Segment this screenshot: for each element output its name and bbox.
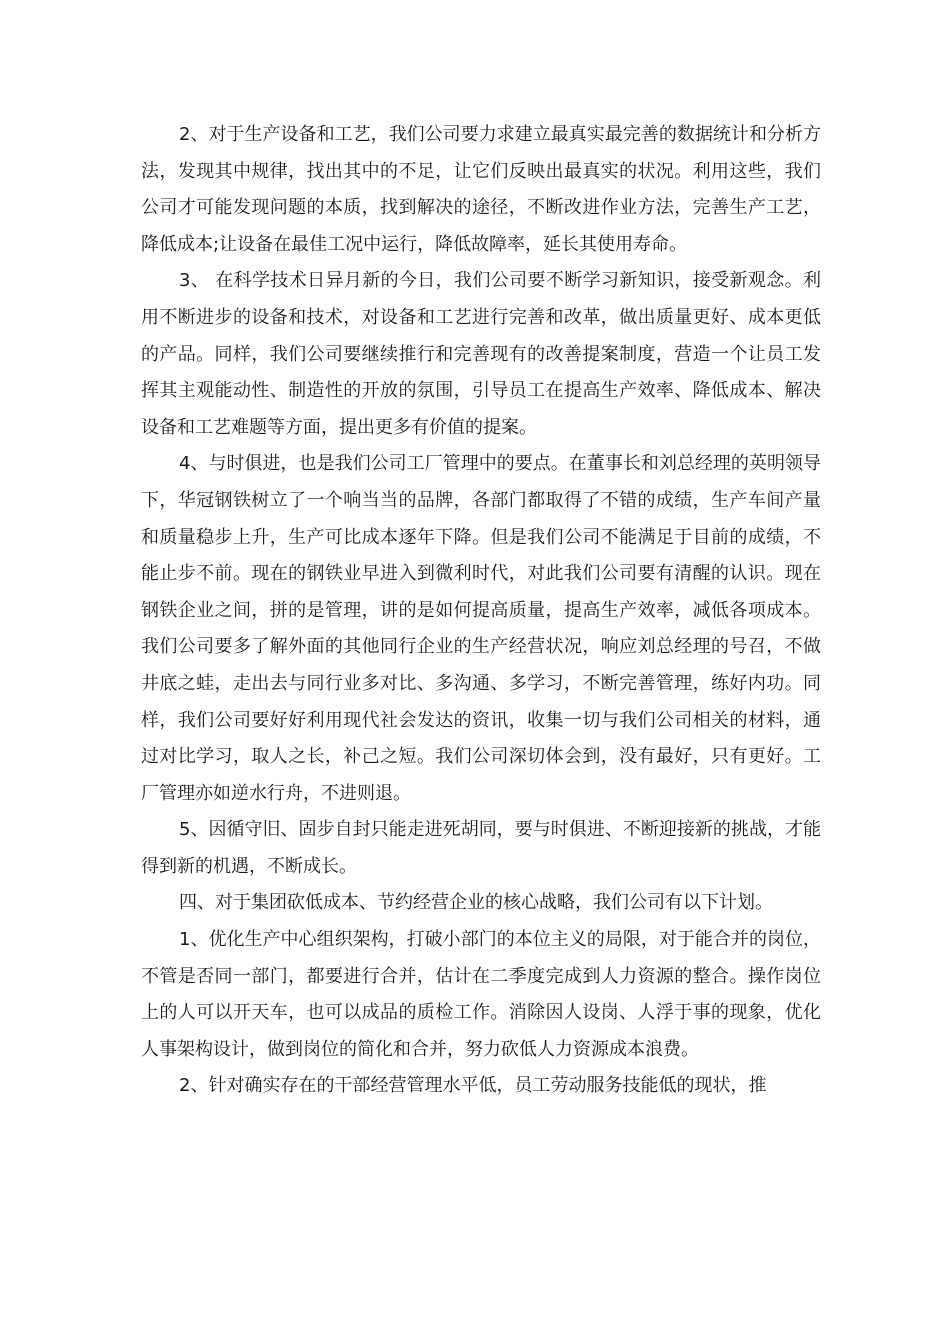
paragraph-new-challenges: 5、因循守旧、固步自封只能走进死胡同，要与时俱进、不断迎接新的挑战，才能得到新的机遇，不断成长。 [141, 819, 821, 877]
paragraph-technology-learning: 3、 在科学技术日异月新的今日，我们公司要不断学习新知识，接受新观念。利用不断进步的设备和技术，对设备和工艺进行完善和改革，做出质量更好、成本更低的产品。同样，我们公司要继续推行和完善现有的改善提案制度，营造一个让员工发挥其主观能动性、制造性的开放的氛围，引导员工在提高生产效率、降低成本、解决设备和工艺难题等方面，提出更多有价值的提案。 [141, 270, 821, 438]
document-body [141, 117, 821, 1105]
paragraph-staff-skills: 2、针对确实存在的干部经营管理水平低，员工劳动服务技能低的现状，推 [179, 1075, 767, 1097]
paragraph-keep-pace: 4、与时俱进，也是我们公司工厂管理中的要点。在董事长和刘总经理的英明领导下，华冠钢铁树立了一个响当当的品牌，各部门都取得了不错的成绩，生产车间产量和质量稳步上升，生产可比成本逐年下降。但是我们公司不能满足于目前的成绩，不能止步不前。现在的钢铁业早进入到微利时代，对此我们公司要有清醒的认识。现在钢铁企业之间，拼的是管理，讲的是如何提高质量，提高生产效率，减低各项成本。我们公司要多了解外面的其他同行企业的生产经营状况，响应刘总经理的号召，不做井底之蛙，走出去与同行业多对比、多沟通、多学习，不断完善管理，练好内功。同样，我们公司要好好利用现代社会发达的资讯，收集一切与我们公司相关的材料，通过对比学习，取人之长，补己之短。我们公司深切体会到，没有最好，只有更好。工厂管理亦如逆水行舟，不进则退。 [141, 453, 821, 804]
paragraph-equipment-process: 2、对于生产设备和工艺，我们公司要力求建立最真实最完善的数据统计和分析方法，发现其中规律，找出其中的不足，让它们反映出最真实的状况。利用这些，我们公司才可能发现问题的本质，找到解决的途径，不断改进作业方法，完善生产工艺，降低成本;让设备在最佳工况中运行，降低故障率，延长其使用寿命。 [141, 124, 821, 255]
paragraph-org-structure: 1、优化生产中心组织架构，打破小部门的本位主义的局限，对于能合并的岗位，不管是否同一部门，都要进行合并，估计在二季度完成到人力资源的整合。操作岗位上的人可以开天车，也可以成品的质检工作。消除因人设岗、人浮于事的现象，优化人事架构设计，做到岗位的简化和合并，努力砍低人力资源成本浪费。 [141, 929, 821, 1060]
section-heading-cost-strategy: 四、对于集团砍低成本、节约经营企业的核心战略，我们公司有以下计划。 [179, 892, 773, 914]
